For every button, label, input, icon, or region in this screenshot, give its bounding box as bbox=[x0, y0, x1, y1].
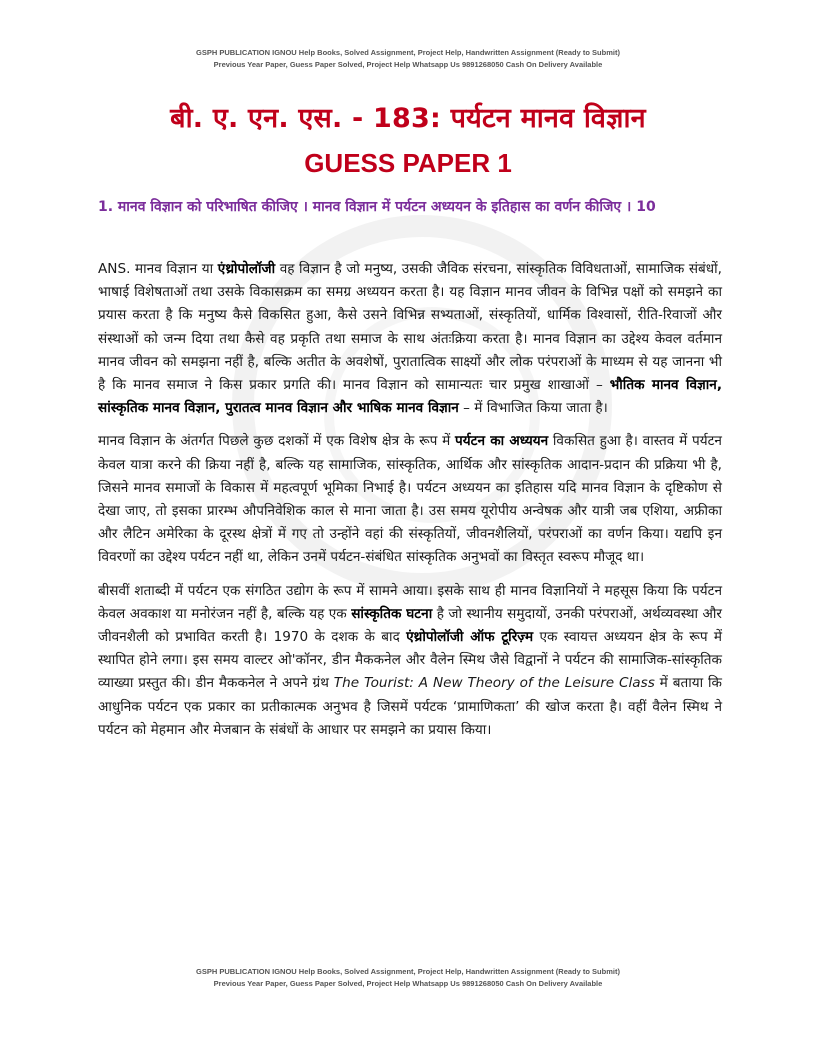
para3-text-4: में बताया कि आधुनिक पर्यटन एक प्रकार का प्रतीकात्मक अनुभव है जिसमें पर्यटक ‘प्रामाणिकता’ की खोज करता है। वहीं वैलेन स्मिथ ने पर्यटन को मेहमान और मेजबान के संबंधों के आधार पर समझने का प्रयास किया। bbox=[98, 675, 722, 738]
para2-bold-1: पर्यटन का अध्ययन bbox=[455, 433, 549, 450]
para3-text-1: बीसवीं शताब्दी में पर्यटन एक संगठित उद्योग के रूप में सामने आया। इसके साथ ही मानव विज्ञानियों ने महसूस किया कि पर्यटन केवल अवकाश या मनोरंजन नहीं है, बल्कि यह एक bbox=[98, 582, 722, 622]
footer-line-1: GSPH PUBLICATION IGNOU Help Books, Solved Assignment, Project Help, Handwritten Assignment (Ready to Submit) bbox=[196, 967, 620, 976]
page-header bbox=[0, 47, 816, 71]
para3-text-2: है जो स्थानीय समुदायों, उनकी परंपराओं, अर्थव्यवस्था और जीवनशैली को प्रभावित करती है। 1970 के दशक के बाद bbox=[98, 605, 722, 646]
para3-text-3: एक स्वायत्त अध्ययन क्षेत्र के रूप में स्थापित होने लगा। इस समय वाल्टर ओ'कॉनर, डीन मैककनेल और वैलेन स्मिथ जैसे विद्वानों ने पर्यटन की सामाजिक-सांस्कृतिक व्याख्या प्रस्तुत की। डीन मैककनेल ने अपने ग्रंथ bbox=[98, 629, 723, 692]
page-footer bbox=[0, 966, 816, 990]
para1-bold-2: भौतिक मानव विज्ञान, सांस्कृतिक मानव विज्ञान, पुरातत्व मानव विज्ञान और भाषिक मानव विज्ञान bbox=[98, 377, 722, 417]
header-line-1: GSPH PUBLICATION IGNOU Help Books, Solved Assignment, Project Help, Handwritten Assignment (Ready to Submit) bbox=[196, 48, 620, 57]
footer-line-2: Previous Year Paper, Guess Paper Solved, Project Help Whatsapp Us 9891268050 Cash On Delivery Available bbox=[213, 979, 603, 988]
paragraph-1 bbox=[98, 258, 722, 420]
para1-text-1: ANS. मानव विज्ञान या bbox=[98, 261, 218, 277]
para1-bold-1: एंथ्रोपोलॉजी bbox=[217, 261, 276, 277]
para1-text-2: वह विज्ञान है जो मनुष्य, उसकी जैविक संरचना, सांस्कृतिक विविधताओं, सामाजिक संबंधों, भाषाई विशेषताओं तथा उसके विकासक्रम का समग्र अध्ययन करता है। यह विज्ञान मानव जीवन के विभिन्न पक्षों को समझने का प्रयास करता है कि मनुष्य कैसे विकसित हुआ, कैसे उसने विभिन्न सभ्यताओं, संस्कृतियों, धार्मिक विश्वासों, रीति-रिवाजों और संस्थाओं को जन्म दिया तथा कैसे वह प्रकृति तथा समाज के साथ अंतःक्रिया करता है। मानव विज्ञान का उद्देश्य केवल वर्तमान मानव जीवन को समझना नहीं है, बल्कि अतीत के अवशेषों, पुरातात्विक साक्ष्यों और लोक परंपराओं के माध्यम से यह जानना भी है कि मानव समाज ने किस प्रकार प्रगति की। मानव विज्ञान को सामान्यतः चार प्रमुख शाखाओं – bbox=[98, 261, 723, 394]
para3-bold-1: सांस्कृतिक घटना bbox=[351, 605, 433, 622]
para2-text-2: विकसित हुआ है। वास्तव में पर्यटन केवल यात्रा करने की क्रिया नहीं है, बल्कि यह सामाजिक, सांस्कृतिक, आर्थिक और सांस्कृतिक आदान-प्रदान की प्रक्रिया भी है, जिसने मानव समाजों के विकास में महत्वपूर्ण भूमिका निभाई है। पर्यटन अध्ययन का इतिहास यदि मानव विज्ञान के दृष्टिकोण से देखा जाए, तो इसका प्रारम्भ औपनिवेशिक काल से माना जाता है। उस समय यूरोपीय अन्वेषक और यात्री जब एशिया, अफ्रीका और लैटिन अमेरिका के दूरस्थ क्षेत्रों में गए तो उन्होंने वहां की संस्कृतियों, जीवनशैलियों, परंपराओं का वर्णन किया। यद्यपि इन विवरणों का उद्देश्य पर्यटन नहीं था, लेकिन उनमें पर्यटन-संबंधित सांस्कृतिक अनुभवों का विस्तृत स्वरूप मौजूद था। bbox=[98, 433, 722, 566]
page-subtitle: GUESS PAPER 1 bbox=[304, 148, 512, 178]
paragraph-2 bbox=[98, 430, 722, 569]
para3-book-title: The Tourist: A New Theory of the Leisure Class bbox=[333, 675, 655, 692]
answer-body bbox=[98, 258, 722, 752]
header-line-2: Previous Year Paper, Guess Paper Solved, Project Help Whatsapp Us 9891268050 Cash On Delivery Available bbox=[213, 60, 603, 69]
para1-text-3: – में विभाजित किया जाता है। bbox=[458, 400, 608, 417]
para3-bold-2: एंथ्रोपोलॉजी ऑफ टूरिज़्म bbox=[406, 629, 534, 646]
question-heading: 1. मानव विज्ञान को परिभाषित कीजिए । मानव विज्ञान में पर्यटन अध्ययन के इतिहास का वर्णन कीजिए । 10 bbox=[98, 199, 656, 215]
page-title: बी. ए. एन. एस. - 183: पर्यटन मानव विज्ञान bbox=[170, 103, 646, 134]
paragraph-3 bbox=[98, 580, 722, 742]
para2-text-1: मानव विज्ञान के अंतर्गत पिछले कुछ दशकों में एक विशेष क्षेत्र के रूप में bbox=[98, 433, 456, 450]
